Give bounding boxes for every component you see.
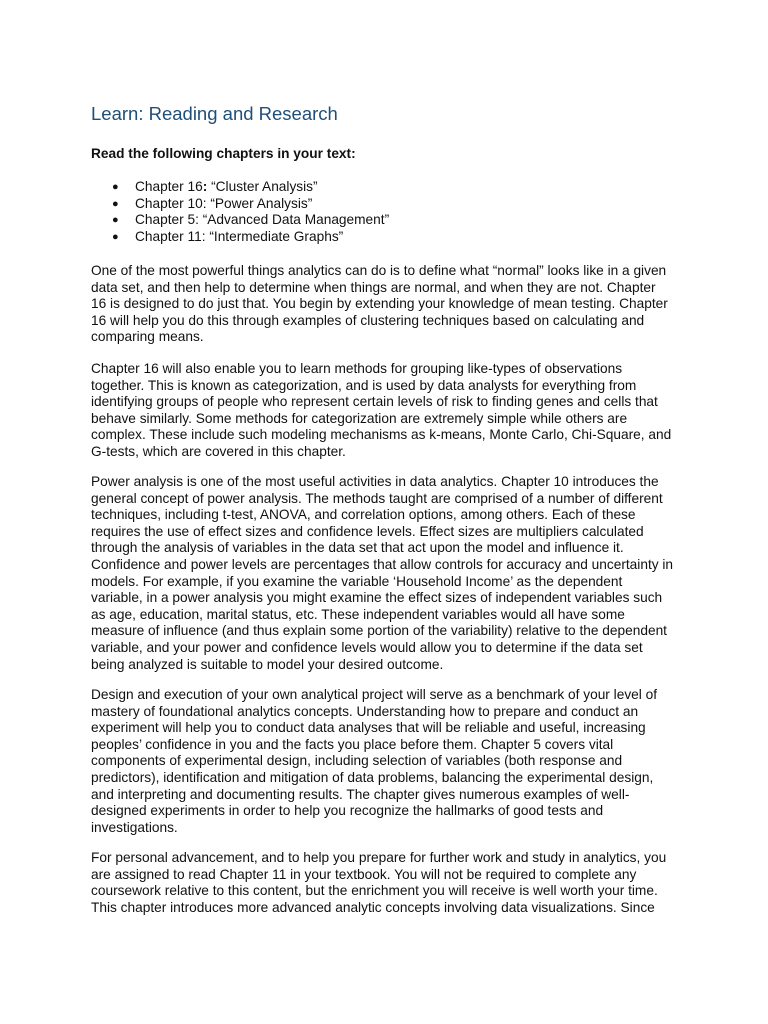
paragraph-line: 16 will help you do this through examples of clustering techniques based on calculating and <box>91 312 645 328</box>
chapter-title: “Intermediate Graphs” <box>205 229 344 245</box>
chapter-list <box>91 179 389 246</box>
paragraph-line: together. This is known as categorization, and is used by data analysts for everything from <box>91 377 637 393</box>
paragraph-line: components of experimental design, including selection of variables (both response and <box>91 753 623 769</box>
paragraph-line: complex. These include such modeling mechanisms as k-means, Monte Carlo, Chi-Square, and <box>91 427 672 443</box>
paragraph-line: Design and execution of your own analytical project will serve as a benchmark of your level of <box>91 687 658 702</box>
chapter-separator: : <box>201 229 206 245</box>
paragraph-line: identifying groups of people who represent certain levels of risk to finding genes and cells that <box>91 394 658 410</box>
chapter-number: Chapter 16 <box>135 179 203 194</box>
paragraph-line: coursework relative to this content, but the enrichment you will receive is well worth your time. <box>91 883 658 899</box>
chapter-title: “Advanced Data Management” <box>198 212 390 228</box>
paragraph-line: predictors), identification and mitigation of data problems, balancing the experimental design, <box>91 769 654 785</box>
paragraph-line: G-tests, which are covered in this chapter. <box>91 443 346 459</box>
paragraph-line: being analyzed is suitable to model your desired outcome. <box>91 656 444 672</box>
list-item <box>91 179 389 196</box>
list-item <box>91 196 389 213</box>
paragraph-line: designed experiments in order to help you recognize the hallmarks of good tests and <box>91 803 604 819</box>
paragraph-line: Confidence and power levels are percentages that allow controls for accuracy and uncertainty in <box>91 556 674 572</box>
paragraph-power-analysis <box>91 474 691 673</box>
paragraph-line: Chapter 16 will also enable you to learn methods for grouping like-types of observations <box>91 361 623 376</box>
paragraph-personal-advancement <box>91 850 691 916</box>
paragraph-line: investigations. <box>91 819 178 835</box>
paragraph-line: peoples’ confidence in you and the facts you place before them. Chapter 5 covers vital <box>91 736 614 752</box>
paragraph-line: general concept of power analysis. The methods taught are comprised of a number of different <box>91 490 663 506</box>
paragraph-line: data set, and then help to determine when things are normal, and when they are not. Chapter <box>91 279 656 295</box>
paragraph-line: requires the use of effect sizes and confidence levels. Effect sizes are multipliers calculated <box>91 523 644 539</box>
paragraph-line: comparing means. <box>91 329 204 345</box>
paragraph-line: through the analysis of variables in the data set that act upon the model and influence it. <box>91 540 624 556</box>
paragraph-normal-definition <box>91 263 691 346</box>
paragraph-line: This chapter introduces more advanced analytic concepts involving data visualizations. Since <box>91 899 655 915</box>
paragraph-categorization <box>91 361 691 461</box>
chapter-separator: : <box>195 212 199 228</box>
paragraph-experimental-design <box>91 687 691 836</box>
bullet-icon: ● <box>112 181 119 193</box>
paragraph-line: 16 is designed to do just that. You begin by extending your knowledge of mean testing. Chapter <box>91 296 668 312</box>
paragraph-line: are assigned to read Chapter 11 in your textbook. You will not be required to complete any <box>91 866 637 882</box>
section-heading: Learn: Reading and Research <box>91 103 338 124</box>
chapter-title: “Cluster Analysis” <box>207 179 318 194</box>
paragraph-line: variable, in a power analysis you might examine the effect sizes of independent variables such <box>91 590 663 606</box>
paragraph-line: variable, and your power and confidence levels would allow you to determine if the data set <box>91 639 643 655</box>
chapter-separator: : <box>202 195 207 211</box>
paragraph-line: as age, education, marital status, etc. These independent variables would all have some <box>91 606 625 622</box>
paragraph-line: Power analysis is one of the most useful activities in data analytics. Chapter 10 introduces the <box>91 474 659 489</box>
paragraph-line: mastery of foundational analytics concepts. Understanding how to prepare and conduct an <box>91 703 639 719</box>
chapter-number: Chapter 5 <box>135 212 196 228</box>
chapter-separator: : <box>202 179 208 194</box>
chapter-number: Chapter 11 <box>135 229 202 245</box>
paragraph-line: and interpreting and documenting results. The chapter gives numerous examples of well- <box>91 786 630 802</box>
bullet-icon: ● <box>112 214 119 227</box>
paragraph-line: experiment will help you to conduct data analyses that will be reliable and useful, increasing <box>91 720 646 736</box>
paragraph-line: techniques, including t-test, ANOVA, and correlation options, among others. Each of these <box>91 507 636 523</box>
chapter-number: Chapter 10 <box>135 195 203 211</box>
list-item <box>91 212 389 229</box>
paragraph-line: measure of influence (and thus explain some portion of the variability) relative to the dependent <box>91 623 667 639</box>
bullet-icon: ● <box>112 197 119 210</box>
paragraph-line: One of the most powerful things analytics can do is to define what “normal” looks like in a given <box>91 263 667 278</box>
chapter-title: “Power Analysis” <box>206 195 313 211</box>
paragraph-line: For personal advancement, and to help you prepare for further work and study in analytics, you <box>91 850 667 865</box>
paragraph-line: behave similarly. Some methods for categorization are extremely simple while others are <box>91 410 628 426</box>
list-item <box>91 229 389 246</box>
reading-instruction: Read the following chapters in your text: <box>91 146 356 161</box>
bullet-icon: ● <box>112 231 119 244</box>
paragraph-line: models. For example, if you examine the variable ‘Household Income’ as the dependent <box>91 573 623 589</box>
